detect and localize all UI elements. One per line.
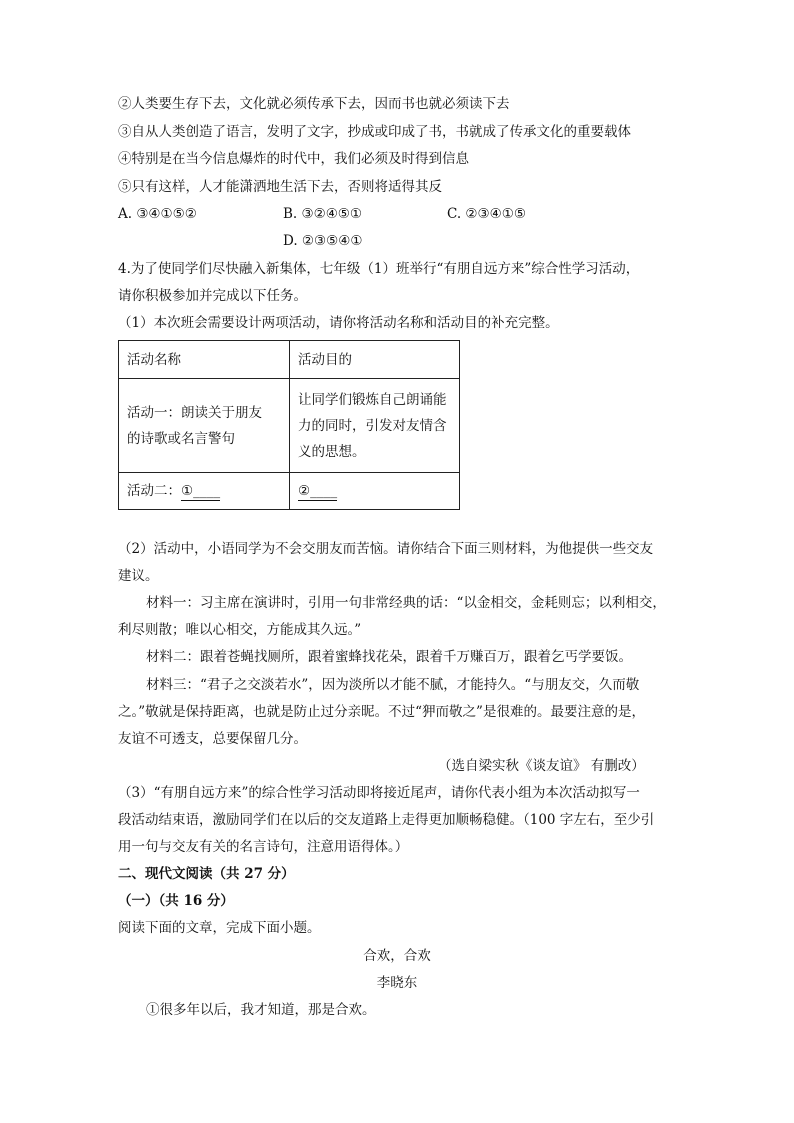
material-1-cont: 利尽则散；唯以心相交，方能成其久远。” bbox=[118, 622, 362, 638]
answer-blank-1[interactable]: ①____ bbox=[181, 483, 221, 499]
table-header-purpose: 活动目的 bbox=[290, 341, 460, 379]
sentence-2: ②人类要生存下去，文化就必须传承下去，因而书也就必须读下去 bbox=[118, 96, 510, 112]
material-1: 材料一：习主席在演讲时，引用一句非常经典的话：“以金相交，金耗则忘；以利相交， bbox=[146, 595, 666, 611]
sentence-3: ③自从人类创造了语言，发明了文字，抄成或印成了书，书就成了传承文化的重要载体 bbox=[118, 124, 631, 140]
answer-blank-2[interactable]: ②____ bbox=[298, 483, 338, 499]
article-title: 合欢，合欢 bbox=[363, 948, 431, 964]
source-citation: （选自梁实秋《谈友谊》 有删改） bbox=[438, 758, 645, 774]
subquestion-3: （3）“有朋自远方来”的综合性学习活动即将接近尾声，请你代表小组为本次活动拟写一 bbox=[118, 785, 640, 801]
activity-2-purpose bbox=[290, 473, 460, 510]
material-3: 材料三：“君子之交淡若水”，因为淡所以才能不腻，才能持久。“与朋友交，久而敬 bbox=[146, 677, 640, 693]
subquestion-3-cont: 段活动结束语，激励同学们在以后的交友道路上走得更加顺畅稳健。（100 字左右，至少引 bbox=[118, 812, 655, 828]
material-2: 材料二：跟着苍蝇找厕所，跟着蜜蜂找花朵，跟着千万赚百万，跟着乞丐学要饭。 bbox=[146, 649, 632, 665]
option-b: B. ③②④⑤① bbox=[283, 206, 363, 222]
subquestion-3-cont2: 用一句与交友有关的名言诗句，注意用语得体。） bbox=[118, 839, 409, 855]
table-header-row bbox=[119, 341, 460, 379]
question-4-stem: 4.为了使同学们尽快融入新集体，七年级（1）班举行“有朋自远方来”综合性学习活动， bbox=[118, 261, 640, 277]
table-row bbox=[119, 379, 460, 473]
article-author: 李晓东 bbox=[376, 975, 418, 991]
subquestion-1: （1）本次班会需要设计两项活动，请你将活动名称和活动目的补充完整。 bbox=[118, 315, 559, 331]
option-c: C. ②③④①⑤ bbox=[447, 206, 526, 222]
article-paragraph-1: ①很多年以后，我才知道，那是合欢。 bbox=[146, 1002, 376, 1018]
option-a: A. ③④①⑤② bbox=[118, 206, 197, 222]
sentence-5: ⑤只有这样，人才能潇洒地生活下去，否则将适得其反 bbox=[118, 179, 442, 195]
subquestion-2-cont: 建议。 bbox=[118, 568, 159, 584]
sentence-4: ④特别是在当今信息爆炸的时代中，我们必须及时得到信息 bbox=[118, 151, 469, 167]
section-2-heading: 二、现代文阅读（共 27 分） bbox=[118, 866, 295, 882]
activity-table bbox=[118, 340, 460, 510]
activity-1-purpose: 让同学们锻炼自己朗诵能 力的同时，引发对友情含 义的思想。 bbox=[290, 379, 460, 473]
option-d: D. ②③⑤④① bbox=[283, 233, 363, 249]
table-header-name: 活动名称 bbox=[119, 341, 290, 379]
activity-2-name: 活动二：①____ bbox=[119, 473, 290, 510]
material-3-cont: 之。”敬就是保持距离，也就是防止过分亲昵。不过“狎而敬之”是很难的。最要注意的是， bbox=[118, 704, 645, 720]
subquestion-2: （2）活动中，小语同学为不会交朋友而苦恼。请你结合下面三则材料，为他提供一些交友 bbox=[118, 541, 654, 557]
question-4-stem-cont: 请你积极参加并完成以下任务。 bbox=[118, 288, 307, 304]
reading-instruction: 阅读下面的文章，完成下面小题。 bbox=[118, 920, 321, 936]
table-row bbox=[119, 473, 460, 510]
part-1-heading: （一）（共 16 分） bbox=[118, 893, 234, 909]
material-3-cont2: 友谊不可透支，总要保留几分。 bbox=[118, 731, 307, 747]
activity-1-name: 活动一：朗读关于朋友 的诗歌或名言警句 bbox=[119, 379, 290, 473]
